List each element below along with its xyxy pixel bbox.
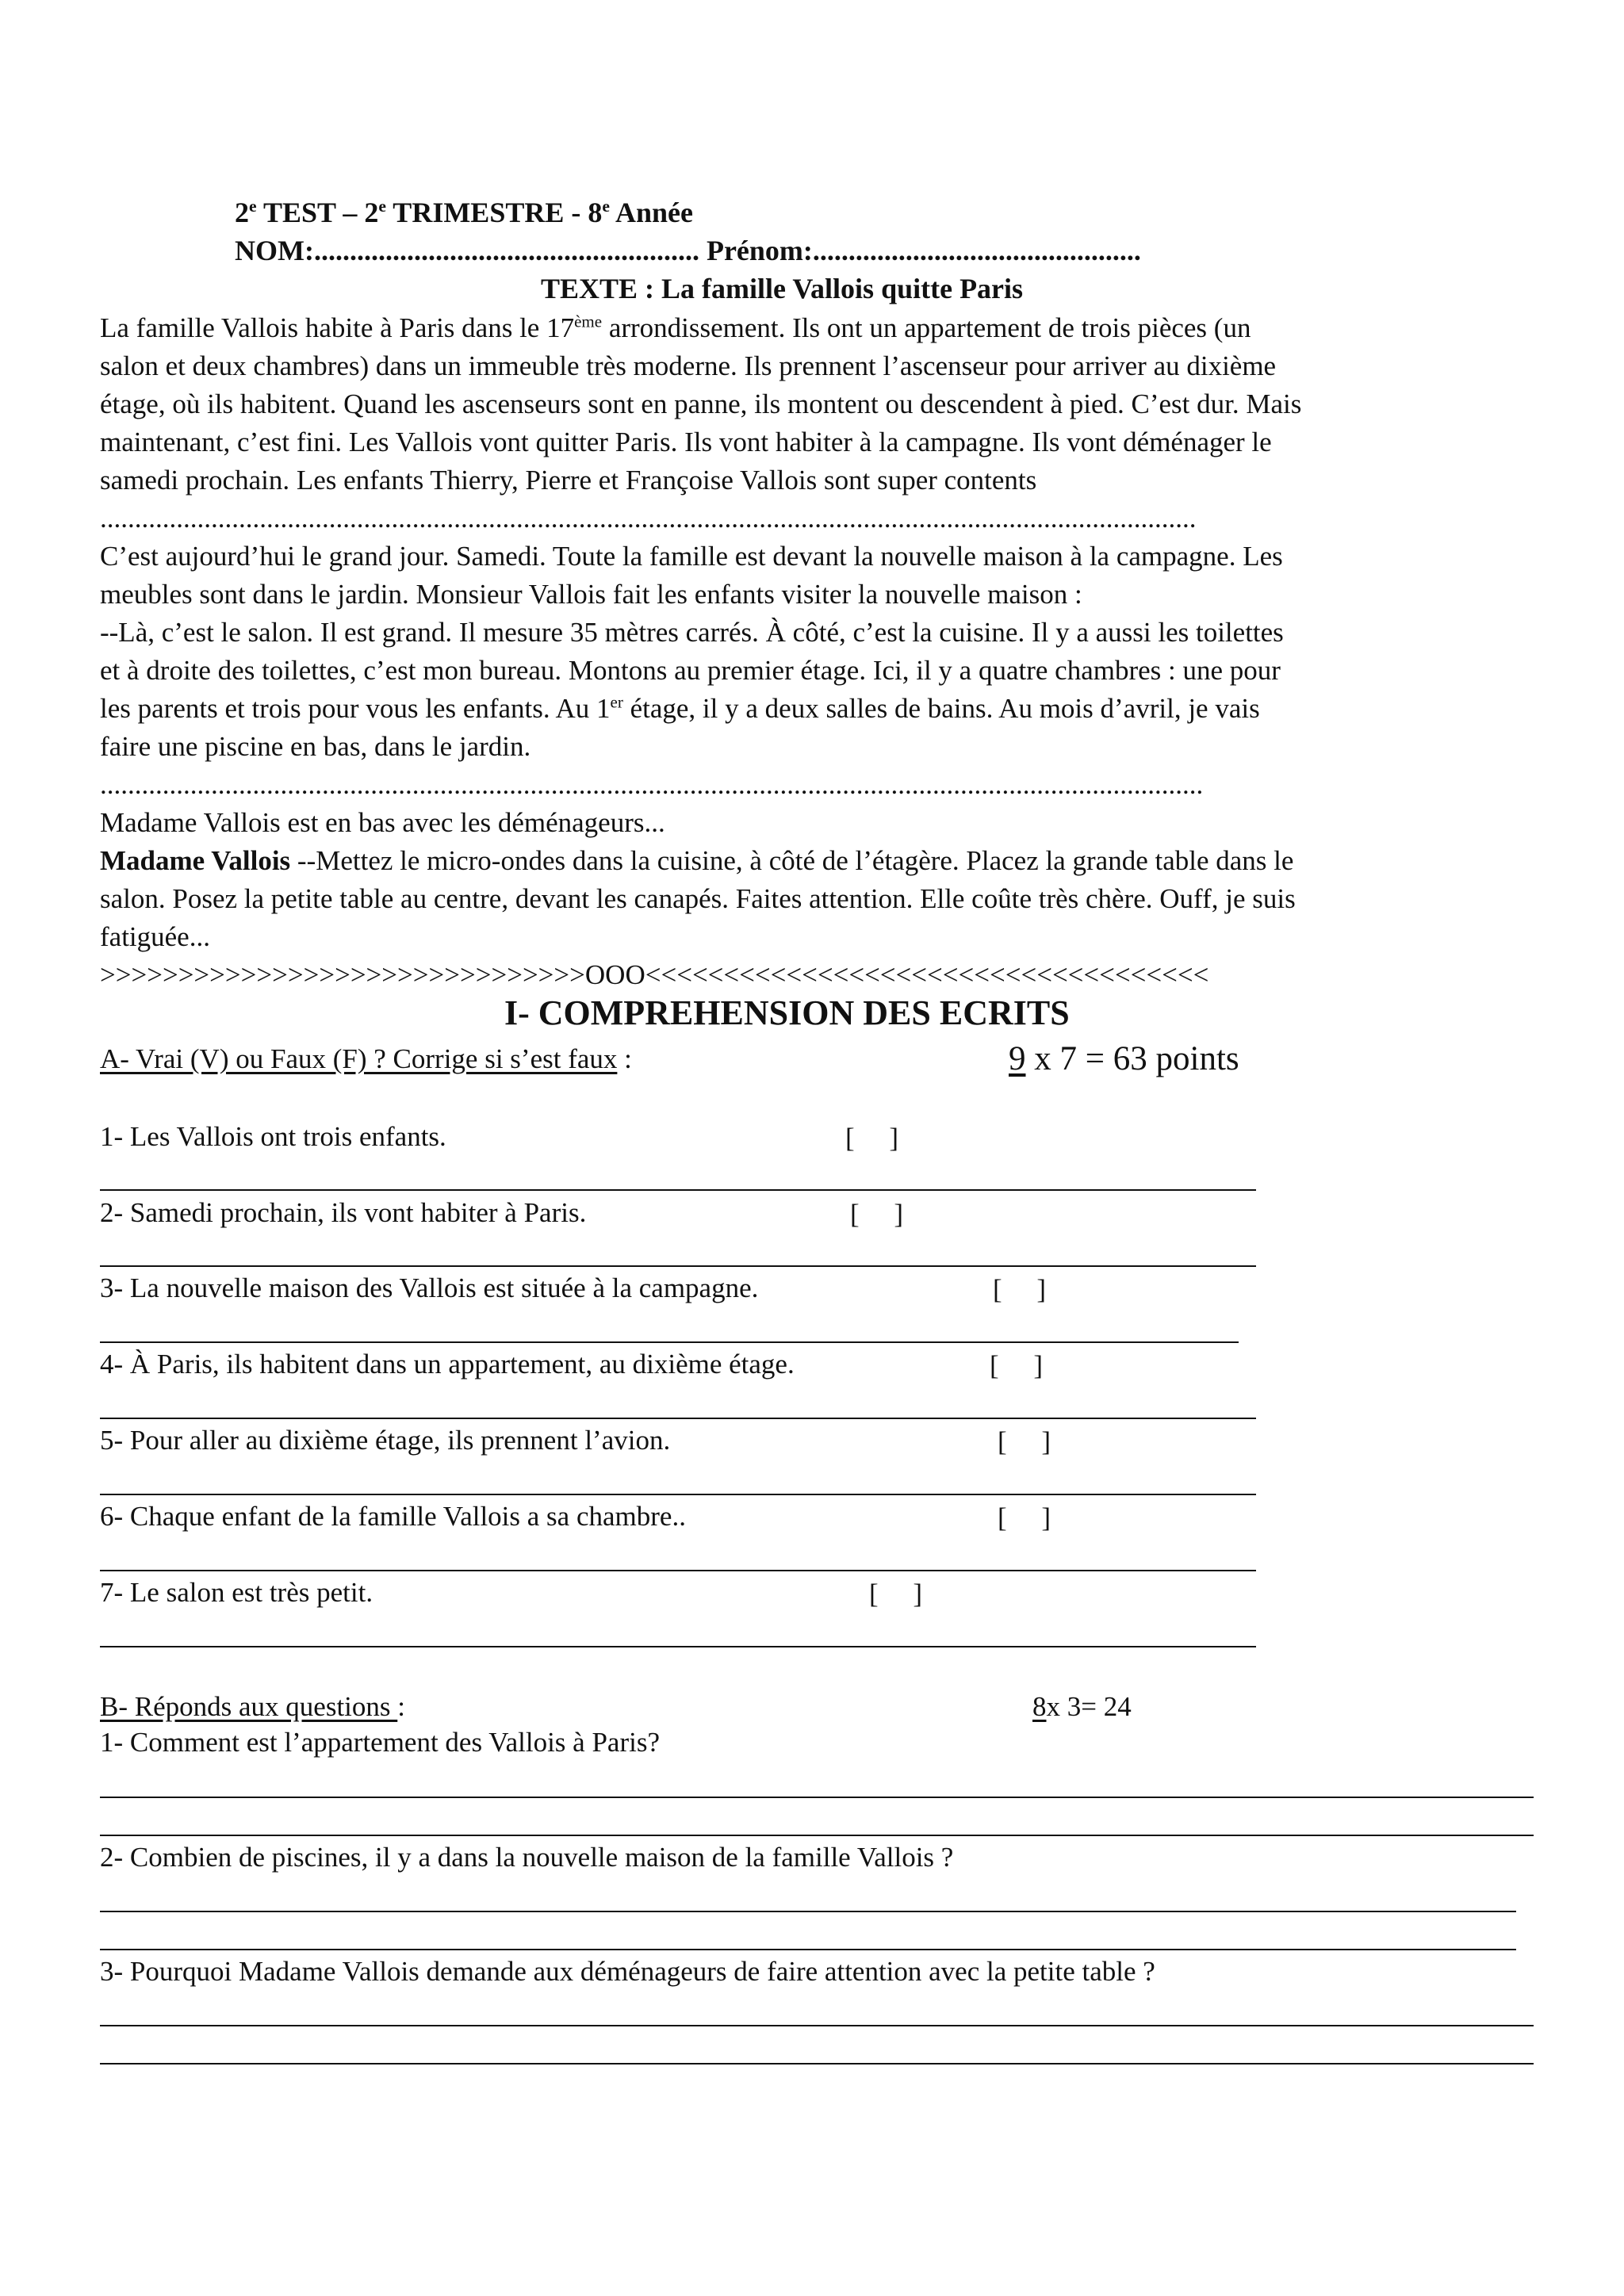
dotted-separator-1: .............................................................................................................................................................. bbox=[100, 503, 1197, 534]
question-1-line-1[interactable] bbox=[100, 1797, 1534, 1798]
statement-1: 1- Les Vallois ont trois enfants. bbox=[100, 1121, 446, 1152]
test-title: 2e TEST – 2e TRIMESTRE - 8e Année bbox=[235, 197, 693, 228]
answer-bracket-7[interactable]: [ ] bbox=[869, 1578, 923, 1609]
answer-line-4[interactable] bbox=[100, 1418, 1256, 1419]
text-title: TEXTE : La famille Vallois quitte Paris bbox=[541, 273, 1024, 304]
answer-line-6[interactable] bbox=[100, 1570, 1256, 1571]
name-line: NOM:...................................................... Prénom:.............................................. bbox=[235, 235, 1141, 266]
paragraph-3: Madame Vallois est en bas avec les déménageurs... Madame Vallois --Mettez le micro-ondes dans la cuisine, à côté de l’étagère. Placez la grande table dans le salon. Posez la petite table au centre, devant les canapés. Faites attention. Elle coûte très chère. Ouff, je suis fatiguée... >>>>>>>>>>>>>>>>>>>>>>>>>>>>>>>OOO<<<<<<<<<<<<<<<<<<<<<<<<<<<<<<<<<<<< bbox=[100, 804, 1559, 994]
question-3-line-1[interactable] bbox=[100, 2025, 1534, 2026]
question-2-line-1[interactable] bbox=[100, 1911, 1516, 1912]
question-1-line-2[interactable] bbox=[100, 1835, 1534, 1836]
answer-bracket-3[interactable]: [ ] bbox=[993, 1274, 1047, 1305]
answer-bracket-2[interactable]: [ ] bbox=[850, 1199, 904, 1230]
question-3: 3- Pourquoi Madame Vallois demande aux déménageurs de faire attention avec la petite table ? bbox=[100, 1956, 1155, 1987]
answer-line-1[interactable] bbox=[100, 1189, 1256, 1191]
part-a-points: 9 x 7 = 63 points bbox=[1009, 1040, 1239, 1077]
part-b-heading: B- Réponds aux questions : bbox=[100, 1691, 405, 1722]
answer-line-7[interactable] bbox=[100, 1646, 1256, 1647]
answer-bracket-1[interactable]: [ ] bbox=[845, 1123, 899, 1154]
dotted-separator-2: ............................................................................................................................................................... bbox=[100, 769, 1204, 800]
part-a-heading: A- Vrai (V) ou Faux (F) ? Corrige si s’est faux : bbox=[100, 1043, 632, 1074]
answer-line-5[interactable] bbox=[100, 1494, 1256, 1495]
statement-2: 2- Samedi prochain, ils vont habiter à Paris. bbox=[100, 1197, 587, 1228]
question-1: 1- Comment est l’appartement des Vallois à Paris? bbox=[100, 1727, 660, 1758]
question-2-line-2[interactable] bbox=[100, 1949, 1516, 1950]
statement-5: 5- Pour aller au dixième étage, ils prennent l’avion. bbox=[100, 1425, 671, 1456]
answer-bracket-4[interactable]: [ ] bbox=[990, 1350, 1044, 1381]
paragraph-2: C’est aujourd’hui le grand jour. Samedi. Toute la famille est devant la nouvelle maison à la campagne. Les meubles sont dans le jardin. Monsieur Vallois fait les enfants visiter la nouvelle maison : --Là, c’est le salon. Il est grand. Il mesure 35 mètres carrés. À côté, c’est la cuisine. Il y a aussi les toilettes et à droite des toilettes, c’est mon bureau. Montons au premier étage. Ici, il y a quatre chambres : une pour les parents et trois pour vous les enfants. Au 1er étage, il y a deux salles de bains. Au mois d’avril, je vais faire une piscine en bas, dans le jardin. ............................................................................................................................................................... bbox=[100, 538, 1559, 804]
statement-4: 4- À Paris, ils habitent dans un appartement, au dixième étage. bbox=[100, 1349, 795, 1380]
part-b-points: 8x 3= 24 bbox=[1032, 1691, 1132, 1722]
statement-3: 3- La nouvelle maison des Vallois est située à la campagne. bbox=[100, 1272, 759, 1303]
answer-line-3[interactable] bbox=[100, 1341, 1239, 1343]
statement-6: 6- Chaque enfant de la famille Vallois a sa chambre.. bbox=[100, 1501, 686, 1532]
statement-7: 7- Le salon est très petit. bbox=[100, 1577, 373, 1608]
answer-bracket-5[interactable]: [ ] bbox=[998, 1426, 1051, 1457]
question-2: 2- Combien de piscines, il y a dans la nouvelle maison de la famille Vallois ? bbox=[100, 1842, 954, 1873]
paragraph-1: La famille Vallois habite à Paris dans le 17ème arrondissement. Ils ont un appartement de trois pièces (un salon et deux chambres) dans un immeuble très moderne. Ils prennent l’ascenseur pour arriver au dixième étage, où ils habitent. Quand les ascenseurs sont en panne, ils montent ou descendent à pied. C’est dur. Mais maintenant, c’est fini. Les Vallois vont quitter Paris. Ils vont habiter à la campagne. Ils vont déménager le samedi prochain. Les enfants Thierry, Pierre et Françoise Vallois sont super contents .............................................................................................................................................................. bbox=[100, 309, 1559, 538]
arrow-separator: >>>>>>>>>>>>>>>>>>>>>>>>>>>>>>>OOO<<<<<<<<<<<<<<<<<<<<<<<<<<<<<<<<<<<< bbox=[100, 959, 1209, 990]
question-3-line-2[interactable] bbox=[100, 2063, 1534, 2064]
answer-line-2[interactable] bbox=[100, 1265, 1256, 1267]
answer-bracket-6[interactable]: [ ] bbox=[998, 1502, 1051, 1533]
section-title: I- COMPREHENSION DES ECRITS bbox=[504, 993, 1070, 1032]
